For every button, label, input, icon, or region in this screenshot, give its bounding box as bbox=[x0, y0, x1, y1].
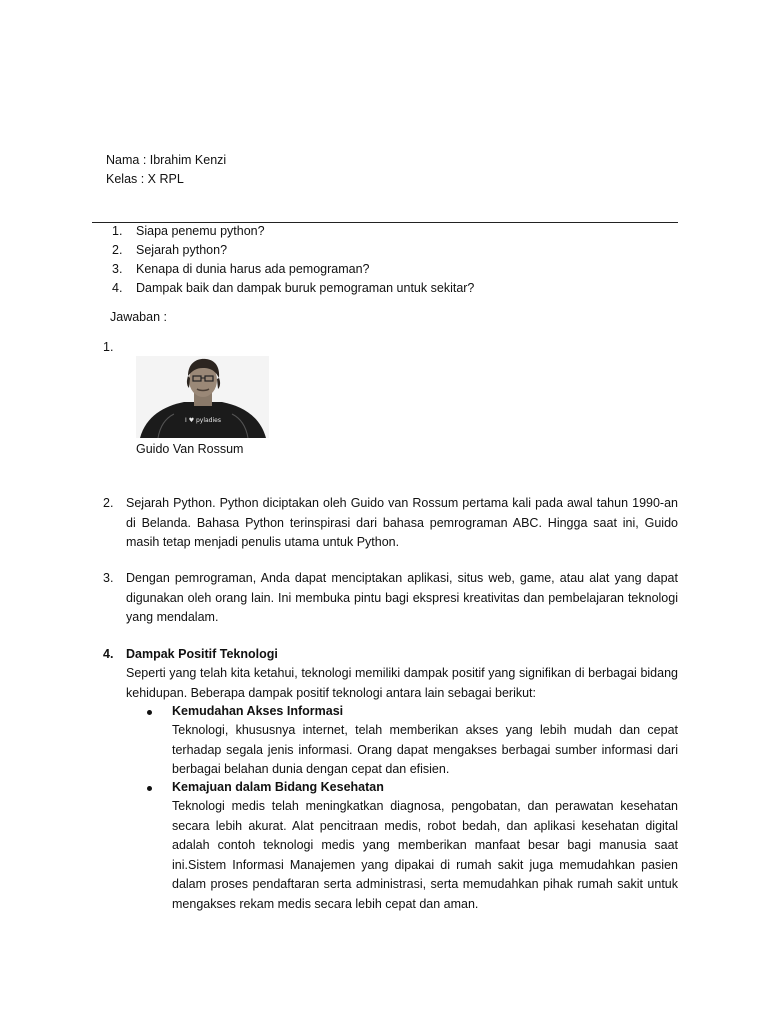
answer-2-text: Sejarah Python. Python diciptakan oleh Guido van Rossum pertama kali pada awal tahun 1990-an di Belanda. Bahasa Python terinspirasi dari bahasa pemrograman ABC. Hingga saat ini, Guido masih tetap menjadi penulis utama untuk Python. bbox=[126, 496, 678, 549]
question-item: Siapa penemu python? bbox=[136, 224, 265, 238]
student-name: Nama : Ibrahim Kenzi bbox=[106, 153, 227, 167]
answer-number: 3. bbox=[103, 571, 114, 585]
point-title: Kemudahan Akses Informasi bbox=[172, 704, 344, 718]
question-item: Dampak baik dan dampak buruk pemograman untuk sekitar? bbox=[136, 281, 475, 295]
bullet-dot bbox=[147, 786, 152, 791]
portrait-illustration bbox=[136, 356, 269, 438]
point-title: Kemajuan dalam Bidang Kesehatan bbox=[172, 780, 384, 794]
answer-3-text: Dengan pemrograman, Anda dapat menciptakan aplikasi, situs web, game, atau alat yang dapat digunakan oleh orang lain. Ini membuka pintu bagi ekspresi kreativitas dan pembelajaran teknologi yang mendalam. bbox=[126, 571, 678, 624]
point-body: Teknologi medis telah meningkatkan diagnosa, pengobatan, dan perawatan kesehatan secara lebih akurat. Alat pencitraan medis, robot bedah, dan aplikasi kesehatan digital adalah contoh teknologi medis yang memberikan manfaat besar bagi manusia saat ini.Sistem Informasi Manajemen yang dipakai di rumah sakit juga memudahkan pasien dalam proses pendaftaran serta administrasi, serta memudahkan pihak rumah sakit untuk mengakses rekam medis secara lebih cepat dan aman. bbox=[172, 799, 678, 911]
guido-photo bbox=[136, 356, 269, 438]
student-class: Kelas : X RPL bbox=[106, 172, 184, 186]
answer-number: 4. bbox=[103, 647, 114, 661]
question-number: 4. bbox=[112, 281, 123, 295]
question-number: 2. bbox=[112, 243, 123, 257]
answer-number: 2. bbox=[103, 496, 114, 510]
shirt-text: I ♥ pyladies bbox=[185, 417, 221, 424]
bullet-dot bbox=[147, 710, 152, 715]
point-body: Teknologi, khususnya internet, telah memberikan akses yang lebih mudah dan cepat terhadap segala jenis informasi. Orang dapat mengakses berbagai sumber informasi dari berbagai belahan dunia dengan cepat dan efisien. bbox=[172, 723, 678, 776]
question-item: Kenapa di dunia harus ada pemograman? bbox=[136, 262, 370, 276]
question-number: 1. bbox=[112, 224, 123, 238]
answer-4-heading: Dampak Positif Teknologi bbox=[126, 647, 278, 661]
question-number: 3. bbox=[112, 262, 123, 276]
answers-label: Jawaban : bbox=[110, 310, 167, 324]
photo-caption: Guido Van Rossum bbox=[136, 442, 244, 456]
answer-number: 1. bbox=[103, 340, 114, 354]
answer-4-intro: Seperti yang telah kita ketahui, teknologi memiliki dampak positif yang signifikan di berbagai bidang kehidupan. Beberapa dampak positif teknologi antara lain sebagai berikut: bbox=[126, 666, 678, 700]
question-item: Sejarah python? bbox=[136, 243, 228, 257]
